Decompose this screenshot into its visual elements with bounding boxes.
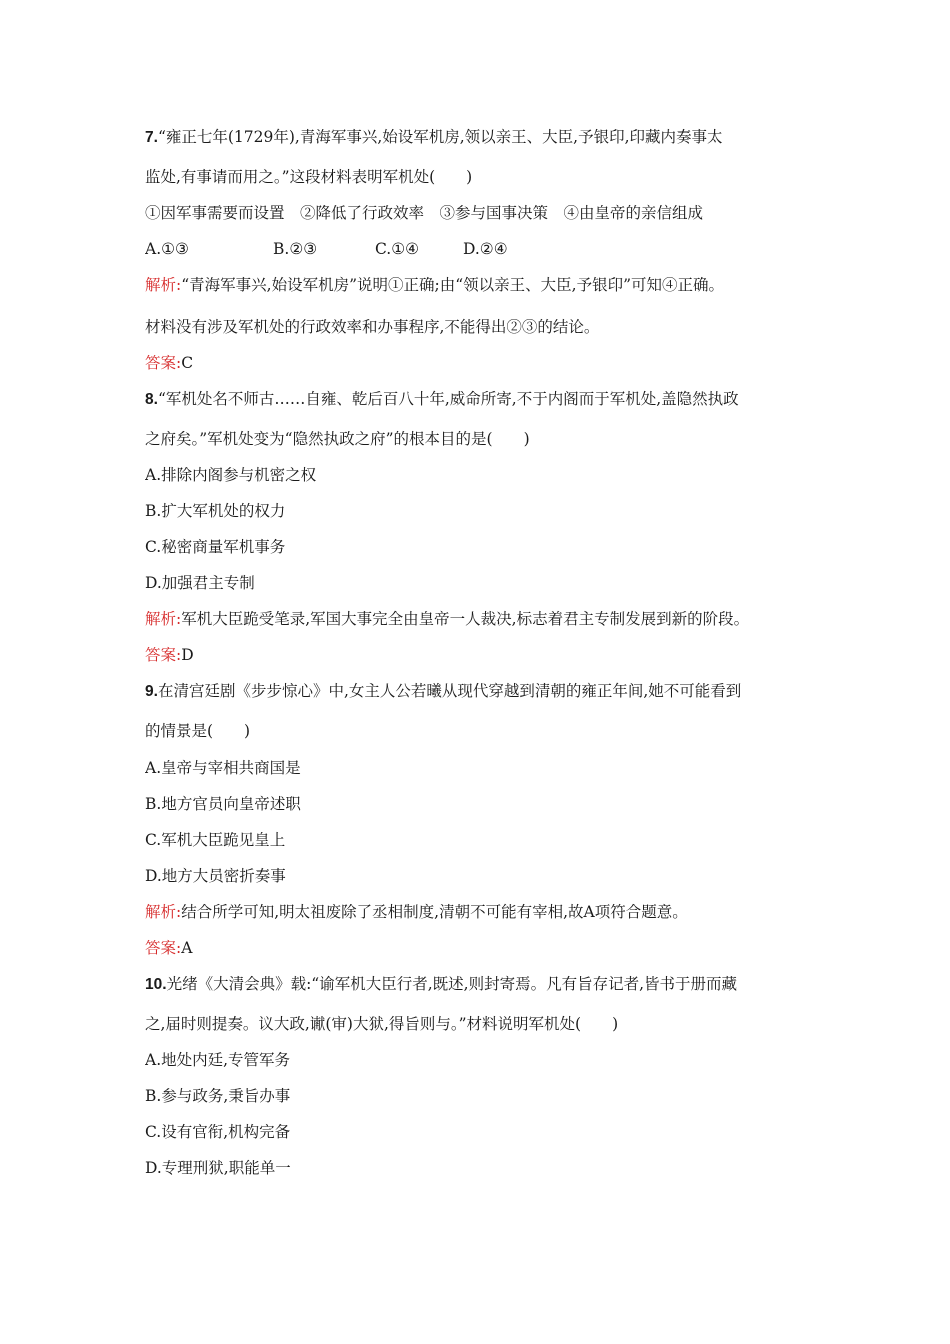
question-7-answer — [145, 352, 815, 374]
question-9-option-d: D.地方大员密折奏事 — [145, 867, 286, 885]
question-9-stem-line-1 — [145, 680, 815, 703]
question-9-option-b: B.地方官员向皇帝述职 — [145, 795, 301, 813]
question-8-stem-text: “军机处名不师古……自雍、乾后百八十年,威命所寄,不于内阁而于军机处,盖隐然执政 — [157, 390, 739, 408]
question-7-option-d: D.②④ — [463, 240, 508, 258]
question-7-stem-line-2: 监处,有事请而用之。”这段材料表明军机处( ) — [145, 168, 473, 186]
question-10-number: 10. — [145, 976, 167, 993]
question-7-stem-text: “雍正七年(1729年),青海军事兴,始设军机房,领以亲王、大臣,予银印,印藏内奏事太 — [157, 128, 723, 146]
question-10-stem-line-1 — [145, 973, 815, 996]
question-7-option-c: C.①④ — [375, 240, 420, 258]
question-9-number: 9. — [145, 683, 158, 700]
question-7-analysis-line-2: 材料没有涉及军机处的行政效率和办事程序,不能得出②③的结论。 — [145, 318, 600, 336]
question-7-option-b: B.②③ — [273, 240, 318, 258]
question-10-option-a: A.地处内廷,专管军务 — [145, 1051, 291, 1069]
question-8-number: 8. — [145, 391, 158, 408]
question-7-analysis-label: 解析: — [145, 276, 182, 294]
question-8-analysis-label: 解析: — [145, 610, 182, 628]
question-9-analysis-text: 结合所学可知,明太祖废除了丞相制度,清朝不可能有宰相,故A项符合题意。 — [181, 903, 688, 921]
question-9-stem-line-2: 的情景是( ) — [145, 722, 251, 740]
question-8-option-a: A.排除内阁参与机密之权 — [145, 466, 317, 484]
question-8-answer-value: D — [181, 646, 194, 664]
question-9-option-a: A.皇帝与宰相共商国是 — [145, 759, 301, 777]
question-7-number: 7. — [145, 129, 158, 146]
question-8-answer — [145, 644, 815, 666]
question-7-statements: ①因军事需要而设置 ②降低了行政效率 ③参与国事决策 ④由皇帝的亲信组成 — [145, 204, 704, 222]
question-7-stem-line-1 — [145, 126, 815, 149]
question-10-stem-line-2: 之,届时则提奏。议大政,谳(审)大狱,得旨则与。”材料说明军机处( ) — [145, 1015, 619, 1033]
question-7-analysis-text: “青海军事兴,始设军机房”说明①正确;由“领以亲王、大臣,予银印”可知④正确。 — [181, 276, 725, 294]
question-8-option-b: B.扩大军机处的权力 — [145, 502, 286, 520]
question-7-option-a: A.①③ — [145, 240, 189, 258]
question-8-analysis-text: 军机大臣跪受笔录,军国大事完全由皇帝一人裁决,标志着君主专制发展到新的阶段。 — [181, 610, 750, 628]
question-9-answer-value: A — [181, 939, 193, 957]
question-8-analysis — [145, 608, 815, 630]
question-9-answer-label: 答案: — [145, 939, 182, 957]
question-7-answer-label: 答案: — [145, 354, 182, 372]
question-8-option-c: C.秘密商量军机事务 — [145, 538, 286, 556]
question-8-answer-label: 答案: — [145, 646, 182, 664]
question-8-option-d: D.加强君主专制 — [145, 574, 255, 592]
question-9-stem-text: 在清宫廷剧《步步惊心》中,女主人公若曦从现代穿越到清朝的雍正年间,她不可能看到 — [157, 682, 742, 700]
question-9-option-c: C.军机大臣跪见皇上 — [145, 831, 286, 849]
question-10-option-b: B.参与政务,秉旨办事 — [145, 1087, 291, 1105]
question-8-stem-line-1 — [145, 388, 815, 411]
question-9-analysis — [145, 901, 815, 923]
question-8-stem-line-2: 之府矣。”军机处变为“隐然执政之府”的根本目的是( ) — [145, 430, 530, 448]
question-9-answer — [145, 937, 815, 959]
question-7-answer-value: C — [181, 354, 194, 372]
question-10-stem-text: 光绪《大清会典》载:“谕军机大臣行者,既述,则封寄焉。凡有旨存记者,皆书于册而藏 — [166, 975, 737, 993]
question-10-option-d: D.专理刑狱,职能单一 — [145, 1159, 291, 1177]
question-10-option-c: C.设有官衔,机构完备 — [145, 1123, 291, 1141]
question-7-analysis-line-1 — [145, 274, 815, 296]
question-9-analysis-label: 解析: — [145, 903, 182, 921]
question-7-options — [145, 238, 815, 260]
